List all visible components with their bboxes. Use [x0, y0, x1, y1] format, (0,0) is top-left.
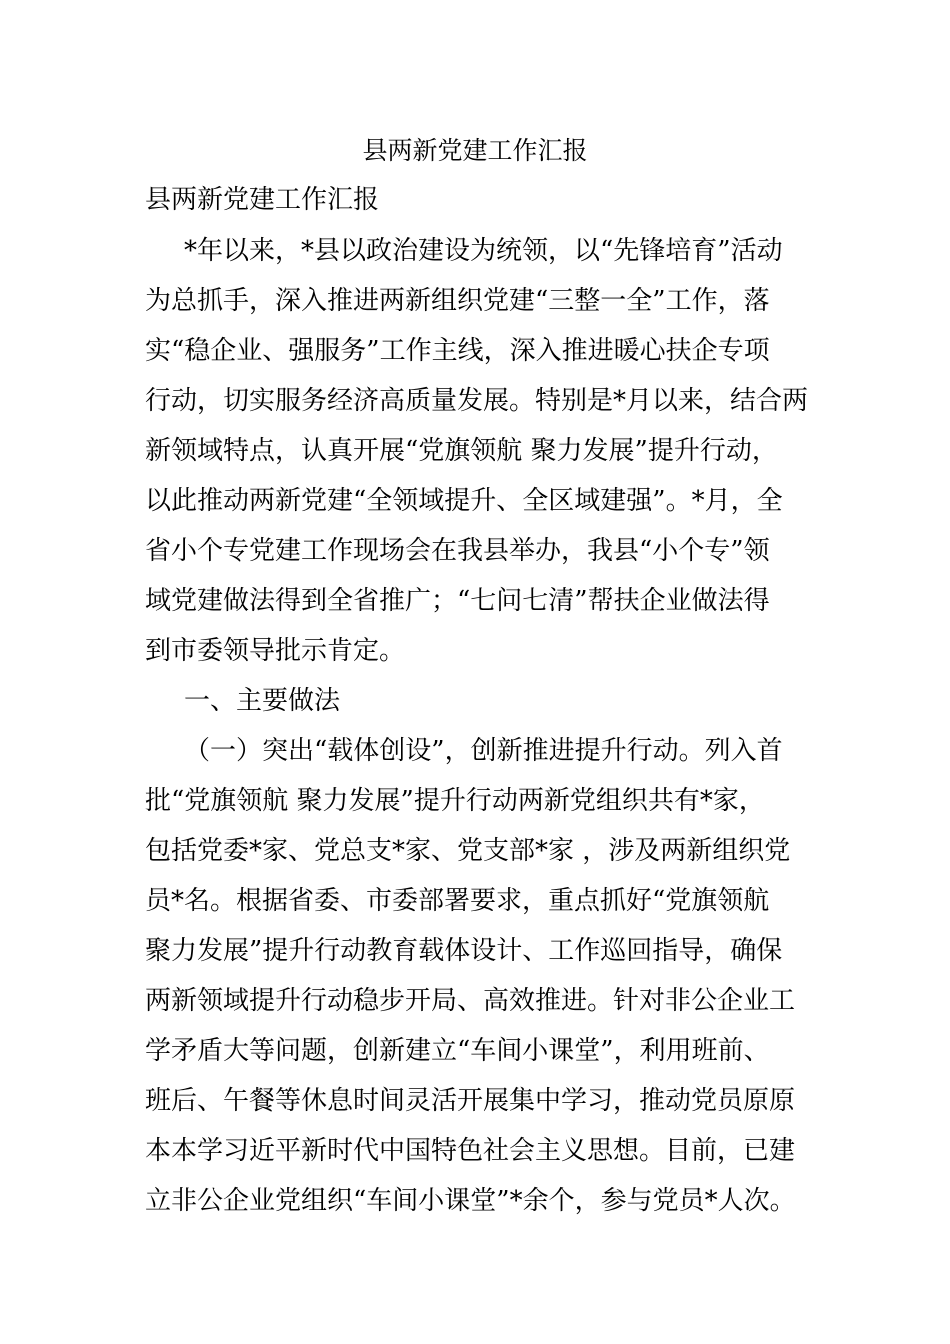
paragraph-line: 包括党委*家、党总支*家、党支部*家 ，涉及两新组织党 — [145, 836, 791, 866]
paragraph-line: （一）突出“载体创设”，创新推进提升行动。列入首 — [184, 736, 783, 766]
section-heading: 一、主要做法 — [184, 686, 341, 716]
paragraph-line: 行动，切实服务经济高质量发展。特别是*月以来，结合两 — [145, 386, 809, 416]
paragraph-line: 员*名。根据省委、市委部署要求，重点抓好“党旗领航 — [145, 886, 770, 916]
paragraph-line: 为总抓手，深入推进两新组织党建“三整一全”工作，落 — [145, 286, 770, 316]
document-title: 县两新党建工作汇报 — [362, 136, 588, 165]
document-subtitle: 县两新党建工作汇报 — [145, 185, 380, 215]
paragraph-line: 两新领域提升行动稳步开局、高效推进。针对非公企业工 — [145, 986, 796, 1016]
paragraph-line: 立非公企业党组织“车间小课堂”*余个，参与党员*人次。 — [145, 1186, 796, 1216]
paragraph-line: 以此推动两新党建“全领域提升、全区域建强”。*月，全 — [145, 486, 783, 516]
paragraph-line: *年以来，*县以政治建设为统领，以“先锋培育”活动 — [184, 236, 783, 266]
paragraph-line: 实“稳企业、强服务”工作主线，深入推进暖心扶企专项 — [145, 336, 770, 366]
paragraph-line: 聚力发展”提升行动教育载体设计、工作巡回指导，确保 — [145, 936, 783, 966]
paragraph-line: 到市委领导批示肯定。 — [145, 636, 406, 666]
paragraph-line: 省小个专党建工作现场会在我县举办，我县“小个专”领 — [145, 536, 770, 566]
paragraph-line: 班后、午餐等休息时间灵活开展集中学习，推动党员原原 — [145, 1086, 796, 1116]
paragraph-line: 批“党旗领航 聚力发展”提升行动两新党组织共有*家， — [145, 786, 765, 816]
paragraph-line: 新领域特点，认真开展“党旗领航 聚力发展”提升行动， — [145, 436, 778, 466]
paragraph-line: 学矛盾大等问题，创新建立“车间小课堂”，利用班前、 — [145, 1036, 770, 1066]
paragraph-line: 本本学习近平新时代中国特色社会主义思想。目前，已建 — [145, 1136, 796, 1166]
paragraph-line: 域党建做法得到全省推广；“七问七清”帮扶企业做法得 — [145, 586, 770, 616]
